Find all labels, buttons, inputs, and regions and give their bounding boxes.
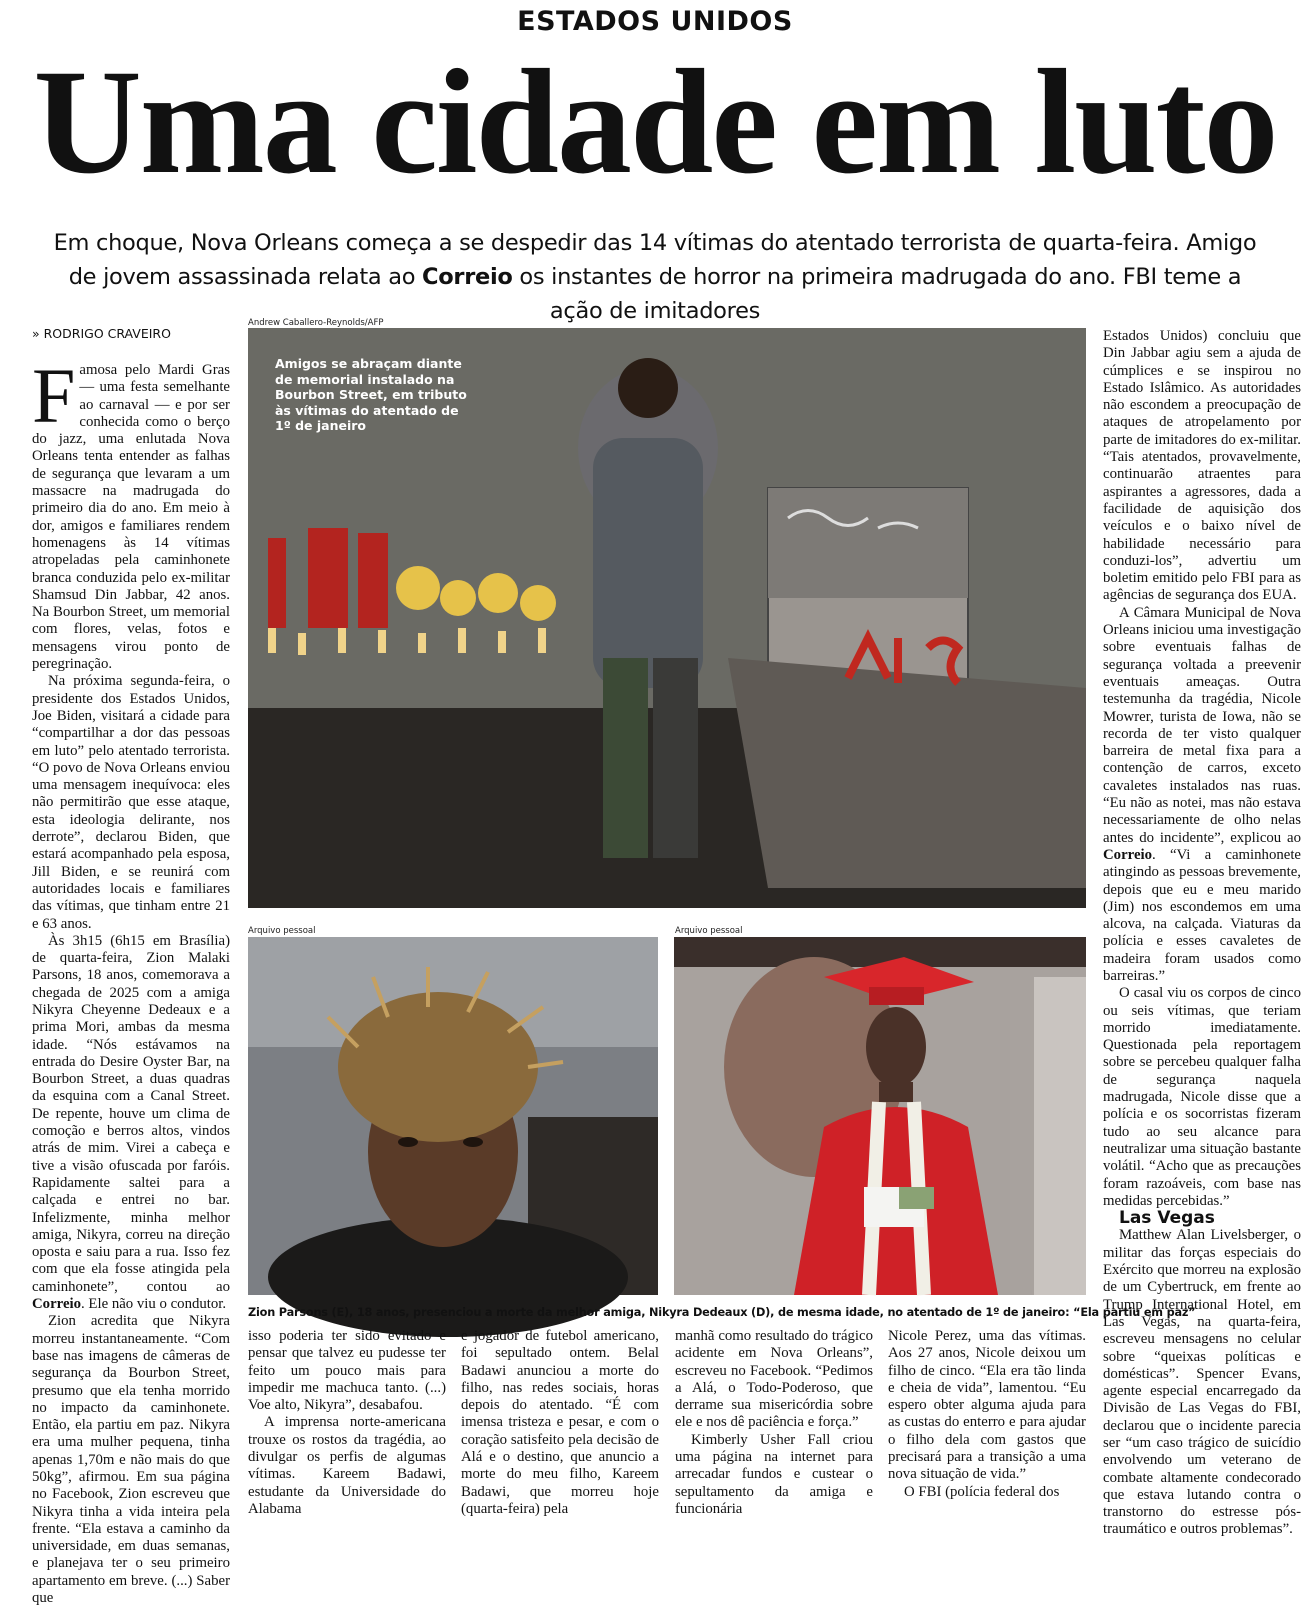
- photo-main-caption: Amigos se abraçam diante de memorial instalado na Bourbon Street, em tributo às vítimas do atentado de 1º de janeiro: [275, 356, 467, 433]
- col1-paragraph-3: [32, 933, 230, 1314]
- col1-p3-bold: Correio: [32, 1296, 82, 1313]
- column-4: [675, 1328, 873, 1535]
- deck-bold: Correio: [422, 264, 513, 290]
- col1-p3-text-a: Às 3h15 (6h15 em Brasília) de quarta-feira, Zion Malaki Parsons, 18 anos, comemorava a chegada de 2025 com a amiga Nikyra Cheyenne Dedeaux e a prima Mori, ambas da mesma idade. “Nós estávamos na entrada do Desire Oyster Bar, na Bourbon Street, a duas quadras da esquina com a Canal Street. De repente, houve um clima de comoção e berros altos, vindos atrás de mim. Virei a cabeça e tive a visão ofuscada por faróis. Rapidamente saltei para a calçada e entrei no bar. Infelizmente, minha melhor amiga, Nikyra, correu na direção oposta e saiu para a rua. Isso fez com que ela fosse atingida pela caminhonete”, contou ao: [32, 932, 230, 1295]
- nikyra-dedeaux-photo: [674, 937, 1086, 1295]
- section-label: ESTADOS UNIDOS: [517, 6, 793, 37]
- col5-paragraph-2: O FBI (polícia federal dos: [904, 1483, 1060, 1500]
- photo-main-credit: Andrew Caballero-Reynolds/AFP: [248, 318, 384, 328]
- col1-paragraph-2: Na próxima segunda-feira, o presidente dos Estados Unidos, Joe Biden, visitará a cidade para “compartilhar a dor das pessoas em luto” pelo atentado terrorista. “O povo de Nova Orleans enviou uma mensagem inequívoca: eles não permitirão que esse ataque, esta ideologia delirante, nos derrote”, declarou Biden, que estará acompanhado pela esposa, Jill Biden, e se reunirá com autoridades locais e familiares das vítimas, que tinham entre 21 e 63 anos.: [32, 673, 230, 932]
- nikyra-photo-illustration: [674, 937, 1086, 1295]
- column-6: [1103, 328, 1301, 1538]
- subhead-las-vegas: Las Vegas: [1119, 1208, 1215, 1229]
- col6-paragraph-1: Estados Unidos) concluiu que Din Jabbar agiu sem a ajuda de cúmplices e se inspirou no Estado Islâmico. As autoridades não escondem a preocupação de ataques de atropelamento por parte de imitadores do ex-militar. “Tais atentados, provavelmente, continuarão atraentes para aspirantes a agressores, dada a facilidade de aquisição dos veículos e o baixo nível de habilidade necessário para conduzi-los”, advertiu um boletim emitido pelo FBI para as agências de segurança dos EUA.: [1103, 328, 1301, 604]
- byline: » RODRIGO CRAVEIRO: [32, 326, 171, 341]
- col3-paragraph-1: e jogador de futebol americano, foi sepultado ontem. Belal Badawi anunciou a morte do filho, nas redes sociais, horas depois do atentado. “É com imensa tristeza e pesar, e com o coração satisfeito pela decisão de Alá e o destino, que anuncio a morte do meu filho, Kareem Badawi, que morreu hoje (quarta-feira) pela: [461, 1328, 659, 1517]
- photo-left-credit: Arquivo pessoal: [248, 926, 316, 936]
- deck-text-1: Em choque, Nova Orleans começa a se despedir das 14 vítimas do atentado terrorista de quarta-feira. Amigo de jovem assassinada relata ao: [53, 230, 1257, 290]
- col1-p1-text: amosa pelo Mardi Gras — uma festa semelhante ao carnaval — e por ser conhecida como o berço do jazz, uma enlutada Nova Orleans tenta entender as falhas de segurança que levaram a um massacre na madrugada do primeiro dia do ano. Em meio à dor, amigos e familiares rendem homenagens às 14 vítimas atropeladas pela caminhonete branca conduzida pelo ex-militar Shamsud Din Jabbar, 42 anos. Na Bourbon Street, um memorial com flores, velas, fotos e mensagens virou ponto de peregrinação.: [32, 362, 230, 673]
- col6-p2-text-b: . “Vi a caminhonete atingindo as pessoas brevemente, depois que eu e meu marido (Jim) nos escondemos em uma alcova, na calçada. Viaturas da polícia e esses cavaletes de madeira foram usados como barreiras.”: [1103, 846, 1301, 984]
- col6-paragraph-2: [1103, 605, 1301, 986]
- photo-right-credit: Arquivo pessoal: [675, 926, 743, 936]
- col6-p2-text-a: A Câmara Municipal de Nova Orleans iniciou uma investigação sobre eventuais falhas de segurança voltada a preevenir eventuais ameaças. Outra testemunha da tragédia, Nicole Mowrer, turista de Iowa, não se recorda de ter visto qualquer barreira de metal fixa para a contenção de carros, exceto cavaletes instalados nas ruas. “Eu não as notei, mas não estava necessariamente de olho nelas antes do incidente”, explicou ao: [1103, 604, 1301, 846]
- col5-paragraph-1: Nicole Perez, uma das vítimas. Aos 27 anos, Nicole deixou um filho de cinco. “Ela era tão linda e cheia de vida”, lamentou. “Eu espero obter alguma ajuda para as custas do enterro e para ajudar o filho dela com gastos que precisará para a transição a uma nova situação de vida.”: [888, 1328, 1086, 1483]
- column-2: [248, 1328, 446, 1535]
- deck-text-2: os instantes de horror na primeira madrugada do ano. FBI teme a ação de imitadores: [512, 264, 1242, 324]
- col4-paragraph-2: Kimberly Usher Fall criou uma página na internet para arrecadar fundos e custear o sepultamento da amiga e funcionária: [675, 1431, 873, 1517]
- col1-paragraph-1: [32, 352, 230, 673]
- col6-p2-bold: Correio: [1103, 846, 1153, 863]
- dropcap: F: [32, 352, 76, 439]
- deck: [40, 226, 1270, 328]
- col2-paragraph-2: A imprensa norte-americana trouxe os rostos da tragédia, ao divulgar os perfis de algumas vítimas. Kareem Badawi, estudante da Universidade do Alabama: [248, 1414, 446, 1517]
- zion-photo-illustration: [248, 937, 658, 1295]
- col1-paragraph-4: Zion acredita que Nikyra morreu instantaneamente. “Com base nas imagens de câmeras de segurança da Bourbon Street, presumo que ela tenha morrido no impacto da caminhonete. Então, ela partiu em paz. Nikyra era uma mulher pequena, tinha apenas 1,70m e não mais do que 50kg”, afirmou. Em sua página no Facebook, Zion escreveu que Nikyra tinha a vida inteira pela frente. “Ela estava a caminho da universidade, em duas semanas, e planejava ter o seu primeiro apartamento em breve. (...) Saber que: [32, 1313, 230, 1607]
- col6-paragraph-3: O casal viu os corpos de cinco ou seis vítimas, que teriam morrido imediatamente. Questionada pela reportagem sobre se percebeu qualquer falha de segurança naquela madrugada, Nicole disse que a polícia e os socorristas fizeram tudo ao seu alcance para neutralizar uma situação bastante volátil. “Acho que as precauções foram razoáveis, com base nas medidas percebidas.”: [1103, 985, 1301, 1209]
- column-1: [32, 352, 230, 1607]
- col4-paragraph-1: manhã como resultado do trágico acidente em Nova Orleans”, escreveu no Facebook. “Pedimos a Alá, o Todo-Poderoso, que derrame sua misericórdia sobre ele e nos dê paciência e força.”: [675, 1328, 873, 1431]
- column-5: [888, 1328, 1086, 1535]
- col6-paragraph-4: Matthew Alan Livelsberger, o militar das forças especiais do Exército que morreu na explosão de um Cybertruck, em frente ao Trump International Hotel, em Las Vegas, na quarta-feira, escreveu mensagens no celular sobre “queixas políticas e domésticas”. Spencer Evans, agente especial encarregado da Divisão de Las Vegas do FBI, declarou que o incidente parecia ser “um caso trágico de suicídio envolvendo um veterano de combate altamente condecorado que estava lutando contra o transtorno do estresse pós-traumático e outros problemas”.: [1103, 1227, 1301, 1538]
- col1-p3-text-b: . Ele não viu o condutor.: [81, 1296, 227, 1313]
- zion-parsons-photo: [248, 937, 658, 1295]
- photos-caption: Zion Parsons (E), 18 anos, presenciou a morte da melhor amiga, Nikyra Dedeaux (D), de mesma idade, no atentado de 1º de janeiro: “Ela partiu em paz”: [248, 1306, 1196, 1319]
- headline: Uma cidade em luto: [33, 39, 1277, 205]
- column-3: [461, 1328, 659, 1535]
- col2-paragraph-1: isso poderia ter sido evitado e pensar que talvez eu pudesse ter feito um pouco mais para impedir me machuca tanto. (...) Voe alto, Nikyra”, desabafou.: [248, 1328, 446, 1414]
